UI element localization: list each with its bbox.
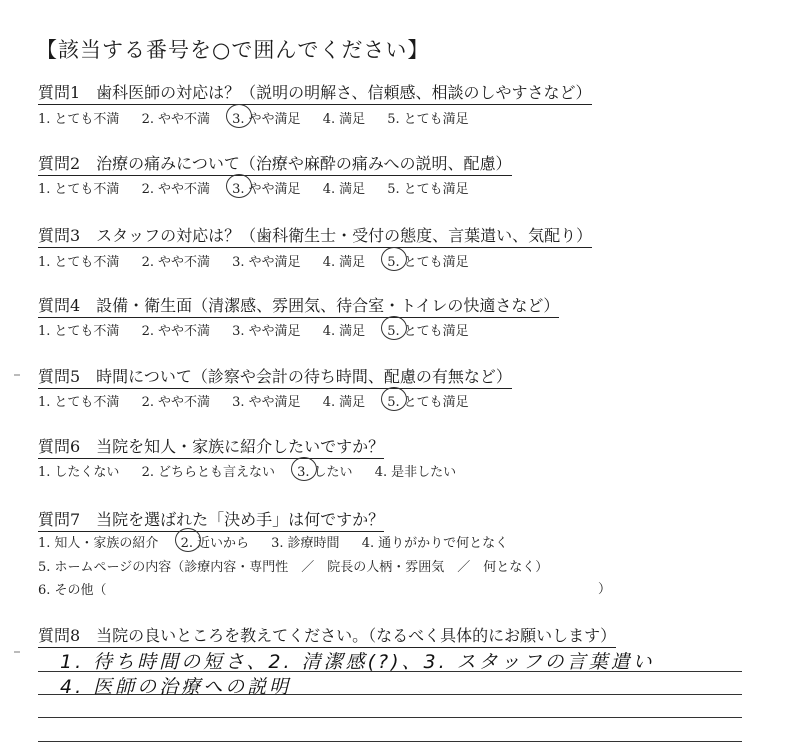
selection-circle [175,528,201,552]
answer-line [38,717,742,718]
question-3-option-5[interactable]: 5. とても満足 [387,251,468,270]
question-1-option-3[interactable]: 3. やや満足 [232,108,300,127]
question-3-label: 質問3 スタッフの対応は？（歯科衛生士・受付の態度、言葉遣い、気配り） [38,223,592,248]
question-2-label: 質問2 治療の痛みについて（治療や麻酔の痛みへの説明、配慮） [38,151,512,176]
question-3-options: 1. とても不満 2. やや不満 3. やや満足 4. 満足 5. とても満足 [38,251,487,270]
scan-mark [14,374,20,376]
question-6-option-3[interactable]: 3. したい [297,461,352,480]
other-close-paren: ） [598,582,612,597]
question-7-label: 質問7 当院を選ばれた「決め手」は何ですか？ [38,507,384,532]
question-1-label: 質問1 歯科医師の対応は？（説明の明解さ、信頼感、相談のしやすさなど） [38,80,592,105]
form-title: 【該当する番号を○で囲んでください】 [36,38,430,62]
question-2-option-3[interactable]: 3. やや満足 [232,178,300,197]
question-5-label: 質問5 時間について（診察や会計の待ち時間、配慮の有無など） [38,364,512,389]
question-6-label: 質問6 当院を知人・家族に紹介したいですか？ [38,434,384,459]
handwritten-answer-line-1[interactable]: 1. 待ち時間の短さ、2. 清潔感(?)、3. スタッフの言葉遣い [60,651,655,673]
question-6-options: 1. したくない 2. どちらとも言えない 3. したい 4. 是非したい [38,461,474,480]
question-8-label: 質問8 当院の良いところを教えてください。（なるべく具体的にお願いします） [38,623,616,648]
question-5-option-5[interactable]: 5. とても満足 [387,391,468,410]
question-4-options: 1. とても不満 2. やや不満 3. やや満足 4. 満足 5. とても満足 [38,320,487,339]
question-4-option-5[interactable]: 5. とても満足 [387,320,468,339]
question-7-options-row1: 1. 知人・家族の紹介 2. 近いから 3. 診療時間 4. 通りがかりで何となく [38,532,526,551]
answer-line [38,741,742,742]
selection-circle [226,174,252,198]
question-1-options: 1. とても不満 2. やや不満 3. やや満足 4. 満足 5. とても満足 [38,108,487,127]
question-7-options-row2: 5. ホームページの内容（診療内容・専門性 ／ 院長の人柄・雰囲気 ／ 何となく） [38,560,549,575]
selection-circle [226,104,252,128]
question-7-option-2[interactable]: 2. 近いから [181,532,249,551]
question-7-options-row3: 6. その他（ [38,583,107,598]
question-5-options: 1. とても不満 2. やや不満 3. やや満足 4. 満足 5. とても満足 [38,391,487,410]
question-4-label: 質問4 設備・衛生面（清潔感、雰囲気、待合室・トイレの快適さなど） [38,293,559,318]
handwritten-answer-line-2[interactable]: 4. 医師の治療への説明 [60,676,292,698]
question-2-options: 1. とても不満 2. やや不満 3. やや満足 4. 満足 5. とても満足 [38,178,487,197]
selection-circle [291,457,317,481]
scan-mark [14,651,20,653]
